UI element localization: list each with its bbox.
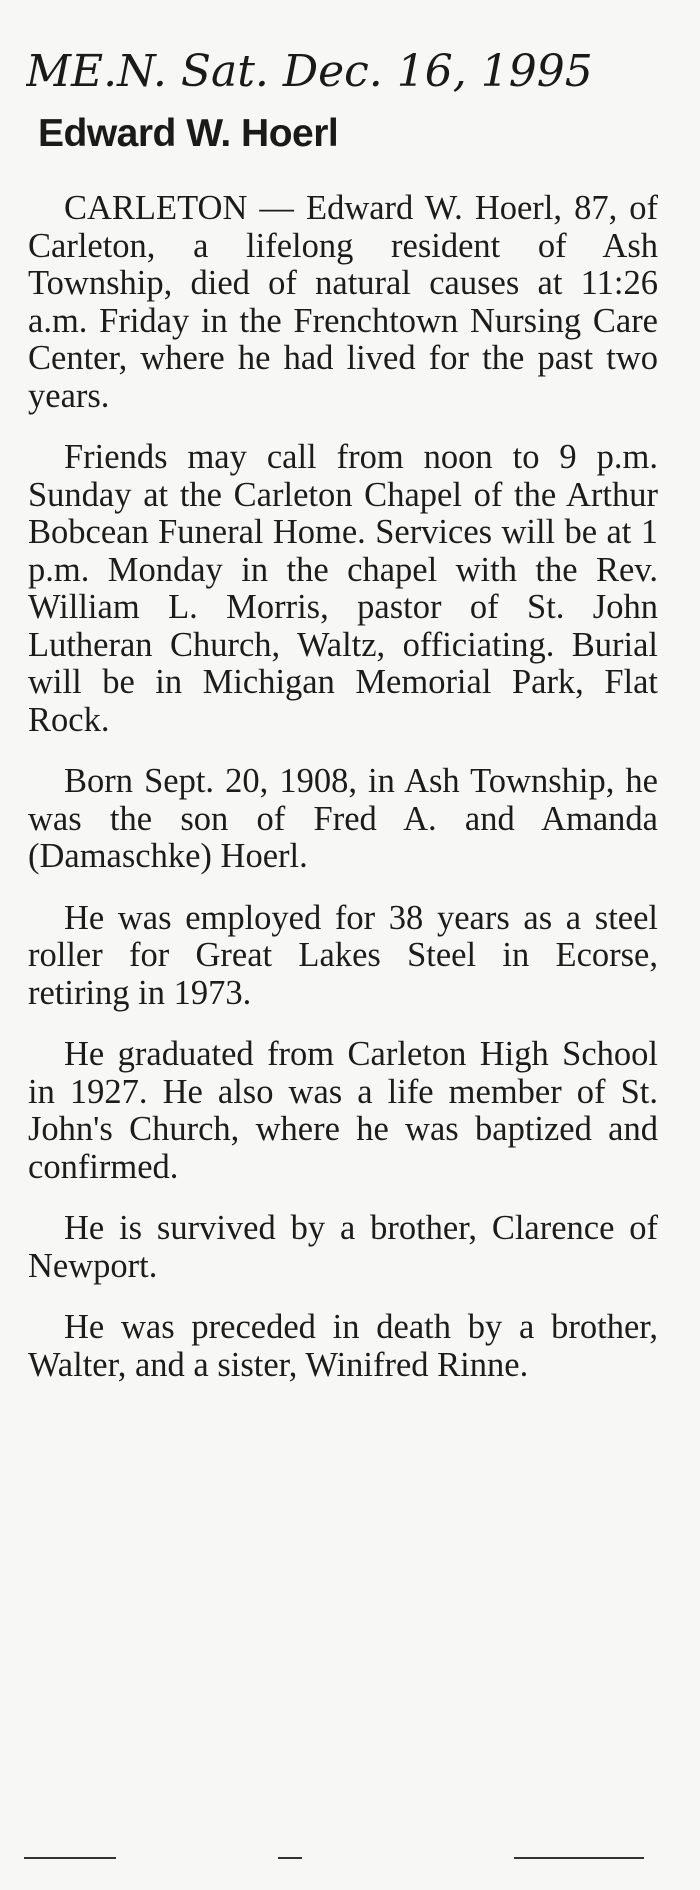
bottom-divider-left: [24, 1857, 116, 1859]
paragraph-education: He graduated from Carleton High School in 1927. He also was a life member of St. John's Church, where he was baptized and confirmed.: [28, 1035, 658, 1186]
bottom-divider-middle: [278, 1857, 302, 1859]
bottom-divider-right: [514, 1857, 644, 1859]
paragraph-death-notice: CARLETON — Edward W. Hoerl, 87, of Carleton, a lifelong resident of Ash Township, died of natural causes at 11:26 a.m. Friday in the Frenchtown Nursing Care Center, where he had lived for the past two years.: [28, 189, 658, 415]
paragraph-services: Friends may call from noon to 9 p.m. Sunday at the Carleton Chapel of the Arthur Bobcean Funeral Home. Services will be at 1 p.m. Monday in the chapel with the Rev. William L. Morris, pastor of St. John Lutheran Church, Waltz, officiating. Burial will be in Michigan Memorial Park, Flat Rock.: [28, 438, 658, 739]
paragraph-preceded: He was preceded in death by a brother, Walter, and a sister, Winifred Rinne.: [28, 1308, 658, 1384]
paragraph-employment: He was employed for 38 years as a steel roller for Great Lakes Steel in Ecorse, retiring in 1973.: [28, 898, 658, 1012]
obituary-body: [28, 190, 658, 1408]
paragraph-birth: Born Sept. 20, 1908, in Ash Township, he was the son of Fred A. and Amanda (Damaschke) Hoerl.: [28, 762, 658, 875]
paragraph-survivors: He is survived by a brother, Clarence of Newport.: [28, 1209, 658, 1285]
obituary-headline: Edward W. Hoerl: [38, 112, 339, 155]
handwritten-note: ME.N. Sat. Dec. 16, 1995: [26, 46, 593, 97]
